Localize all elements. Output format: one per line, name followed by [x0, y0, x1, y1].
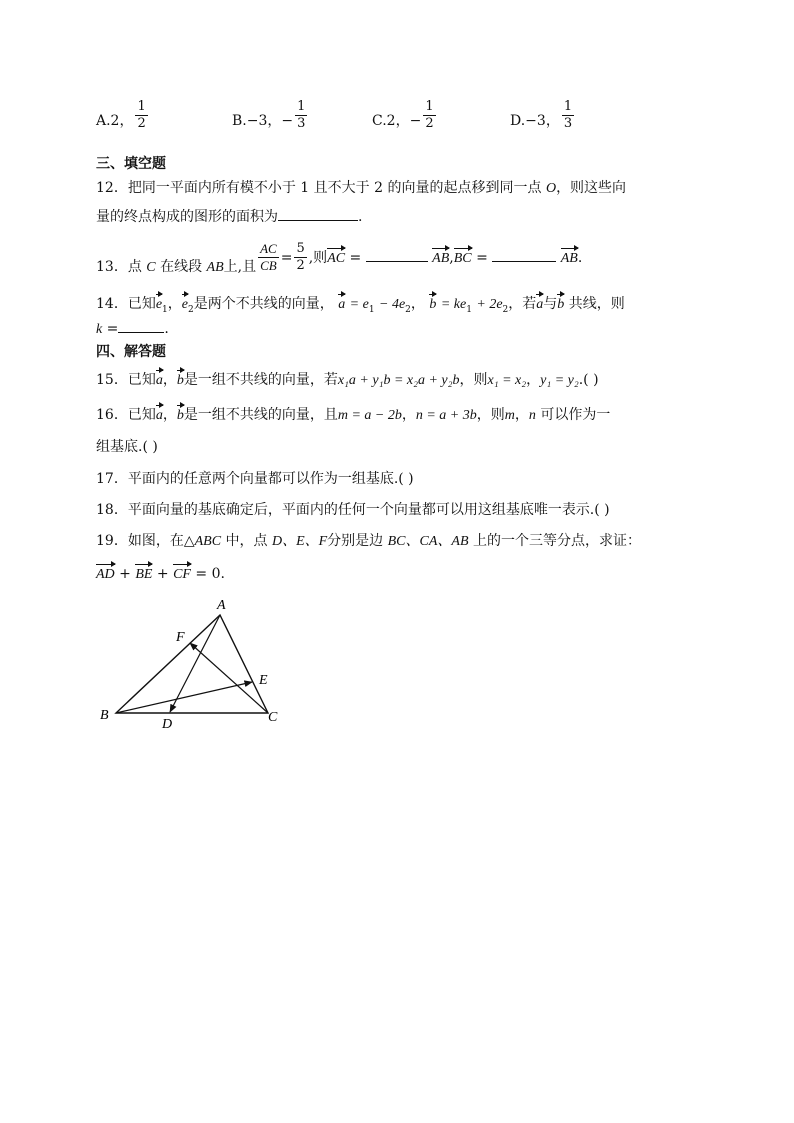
- choices-row: [96, 99, 716, 140]
- q13-blank-2[interactable]: [492, 251, 556, 262]
- choice-c: C.2，− $\frac{1}{2}$: [372, 99, 434, 132]
- label-b: B: [100, 708, 109, 723]
- q12-answer-blank[interactable]: [278, 210, 358, 221]
- choice-d: D.−3， $\frac{1}{3}$: [510, 99, 573, 132]
- q19-line2: AD + BE + CF = 0.: [96, 566, 225, 582]
- q17-line: 17．平面内的任意两个向量都可以作为一组基底.( ): [96, 471, 414, 487]
- q16-line2: 组基底.( ): [96, 439, 158, 455]
- label-d: D: [162, 717, 173, 732]
- vector-cf: [190, 643, 268, 713]
- triangle-figure: [90, 595, 310, 735]
- choice-b: B.−3，− $\frac{1}{3}$: [232, 99, 306, 132]
- label-c: C: [268, 710, 278, 725]
- choice-a: A.2， $\frac{1}{2}$: [96, 99, 146, 132]
- q16-line1: 16．已知a，b是一组不共线的向量，且m = a − 2b，n = a + 3b，则m，n 可以作为一: [96, 407, 611, 423]
- q12-line1: 12．把同一平面内所有模不小于 1 且不大于 2 的向量的起点移到同一点 O，则这些向: [96, 180, 627, 196]
- q15-line: 15．已知a，b是一组不共线的向量，若x₁a + y₁b = x₂a + y₂b，则x₁ = x₂，y₁ = y₂.( ): [96, 372, 599, 388]
- label-e: E: [259, 673, 268, 688]
- q14-answer-blank[interactable]: [118, 322, 164, 333]
- label-a: A: [217, 598, 226, 613]
- vector-be: [116, 682, 252, 713]
- label-f: F: [176, 630, 185, 645]
- q19-line1: 19．如图，在△ABC 中，点 D、E、F分别是边 BC、CA、AB 上的一个三等分点，求证：: [96, 533, 641, 549]
- section-answer-heading: 四、解答题: [96, 344, 166, 360]
- q13-line: 13．点 C 在线段 AB上,且 $\frac{AC}{CB}$ = $\frac{5}{2}$ ,则AC = AB,BC = AB.: [96, 241, 583, 275]
- q14-line2: k = .: [96, 321, 169, 337]
- triangle-abc: [116, 615, 268, 713]
- section-fill-heading: 三、填空题: [96, 156, 166, 172]
- q18-line: 18．平面向量的基底确定后，平面内的任何一个向量都可以用这组基底唯一表示.( ): [96, 502, 610, 518]
- q14-line1: 14．已知$e_1$，$e_2$是两个不共线的向量， $a = e_1 - 4e_2$， $b = ke_1 + 2e_2$，若a与b 共线，则: [96, 296, 625, 315]
- q13-blank-1[interactable]: [366, 251, 428, 262]
- q12-line2: 量的终点构成的图形的面积为 .: [96, 209, 363, 225]
